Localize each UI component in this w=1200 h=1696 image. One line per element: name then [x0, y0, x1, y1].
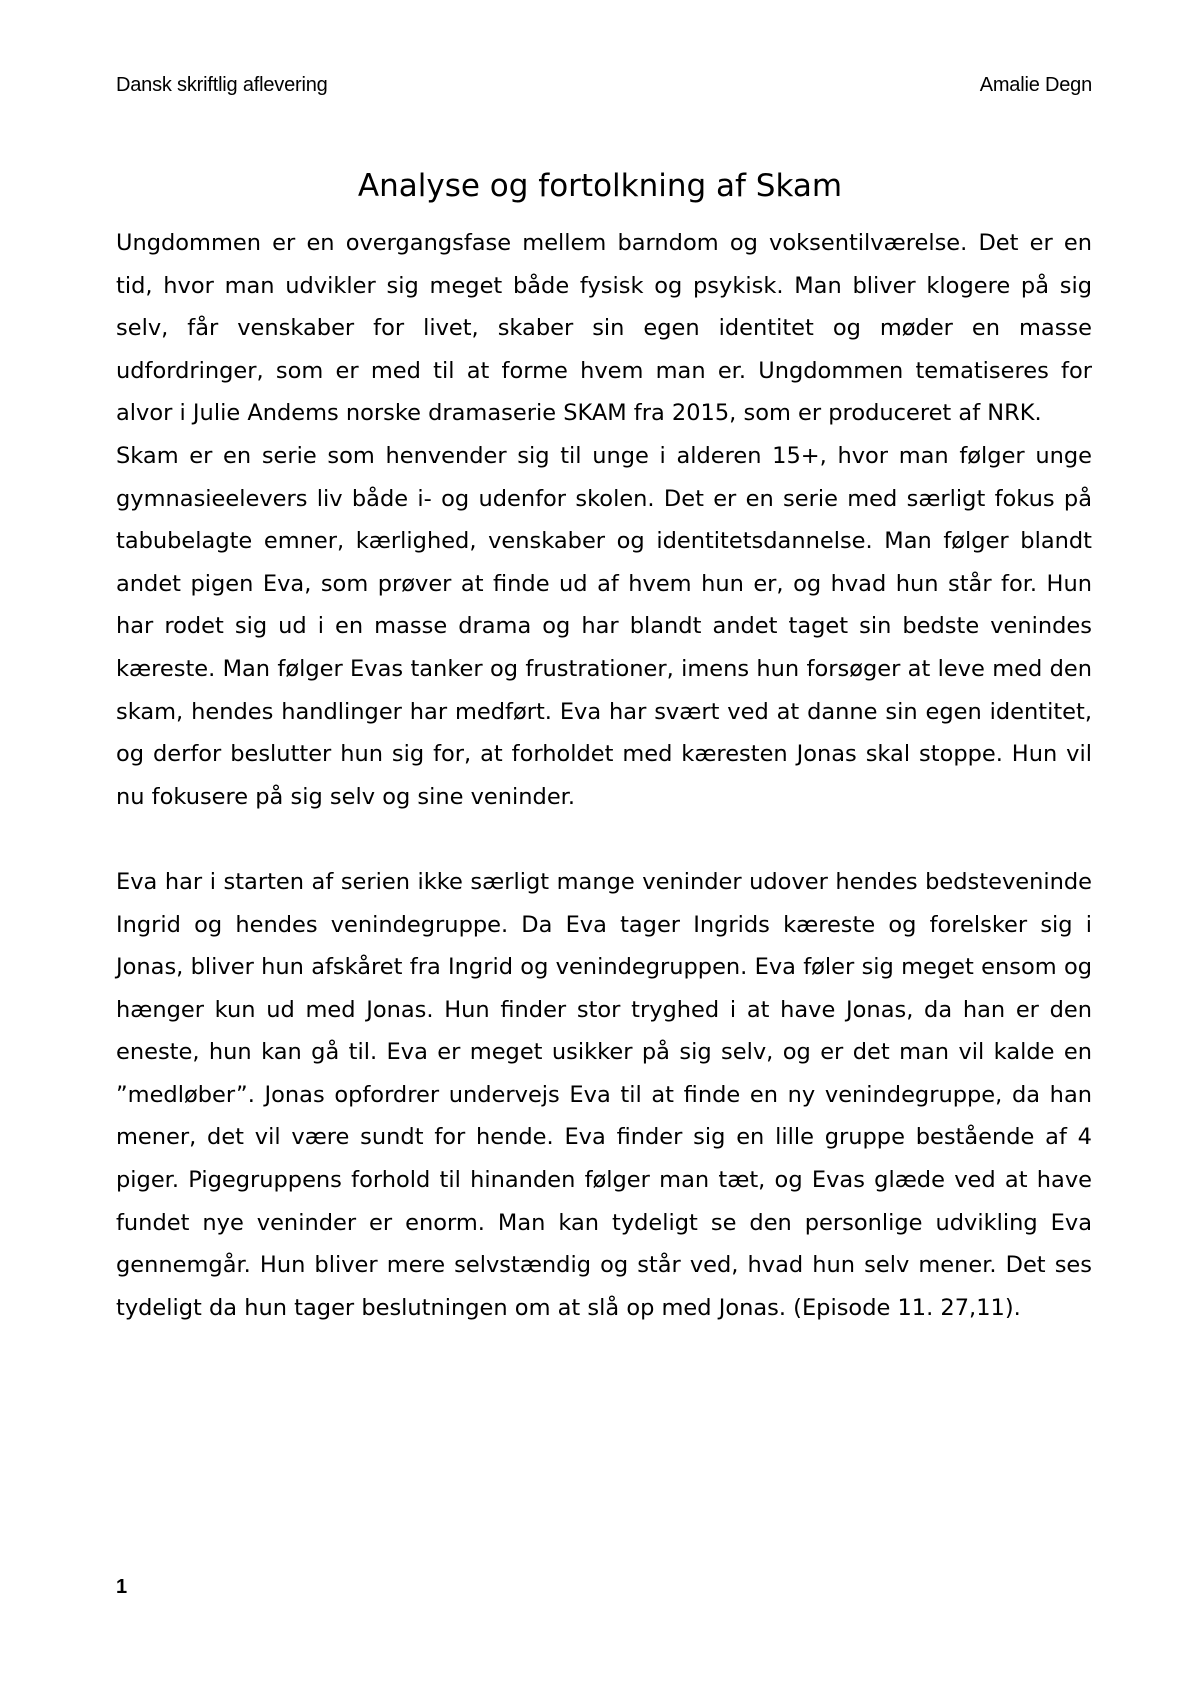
page-number: 1: [116, 1576, 128, 1598]
paragraph-spacer: [116, 818, 1092, 861]
header-right-text: Amalie Degn: [979, 74, 1092, 96]
page-header: [116, 74, 1092, 97]
header-left-text: Dansk skriftlig aflevering: [116, 74, 328, 96]
document-body: [116, 222, 1092, 1329]
document-title: Analyse og fortolkning af Skam: [357, 168, 843, 204]
paragraph: Skam er en serie som henvender sig til unge i alderen 15+, hvor man følger unge gymnasieelevers liv både i- og udenfor skolen. Det er en serie med særligt fokus på tabubelagte emner, kærlighed, venskaber og identitetsdannelse. Man følger blandt andet pigen Eva, som prøver at finde ud af hvem hun er, og hvad hun står for. Hun har rodet sig ud i en masse drama og har blandt andet taget sin bedste venindes kæreste. Man følger Evas tanker og frustrationer, imens hun forsøger at leve med den skam, hendes handlinger har medført. Eva har svært ved at danne sin egen identitet, og derfor beslutter hun sig for, at forholdet med kæresten Jonas skal stoppe. Hun vil nu fokusere på sig selv og sine veninder.: [116, 442, 1092, 810]
paragraph: Eva har i starten af serien ikke særligt mange veninder udover hendes bedsteveninde Ingrid og hendes venindegruppe. Da Eva tager Ingrids kæreste og forelsker sig i Jonas, bliver hun afskåret fra Ingrid og venindegruppen. Eva føler sig meget ensom og hænger kun ud med Jonas. Hun finder stor tryghed i at have Jonas, da han er den eneste, hun kan gå til. Eva er meget usikker på sig selv, og er det man vil kalde en ”medløber”. Jonas opfordrer undervejs Eva til at finde en ny venindegruppe, da han mener, det vil være sundt for hende. Eva finder sig en lille gruppe bestående af 4 piger. Pigegruppens forhold til hinanden følger man tæt, og Evas glæde ved at have fundet nye veninder er enorm. Man kan tydeligt se den personlige udvikling Eva gennemgår. Hun bliver mere selvstændig og står ved, hvad hun selv mener. Det ses tydeligt da hun tager beslutningen om at slå op med Jonas. (Episode 11. 27,11).: [116, 868, 1092, 1321]
paragraph: Ungdommen er en overgangsfase mellem barndom og voksentilværelse. Det er en tid, hvor man udvikler sig meget både fysisk og psykisk. Man bliver klogere på sig selv, får venskaber for livet, skaber sin egen identitet og møder en masse udfordringer, som er med til at forme hvem man er. Ungdommen tematiseres for alvor i Julie Andems norske dramaserie SKAM fra 2015, som er produceret af NRK.: [116, 230, 1092, 427]
